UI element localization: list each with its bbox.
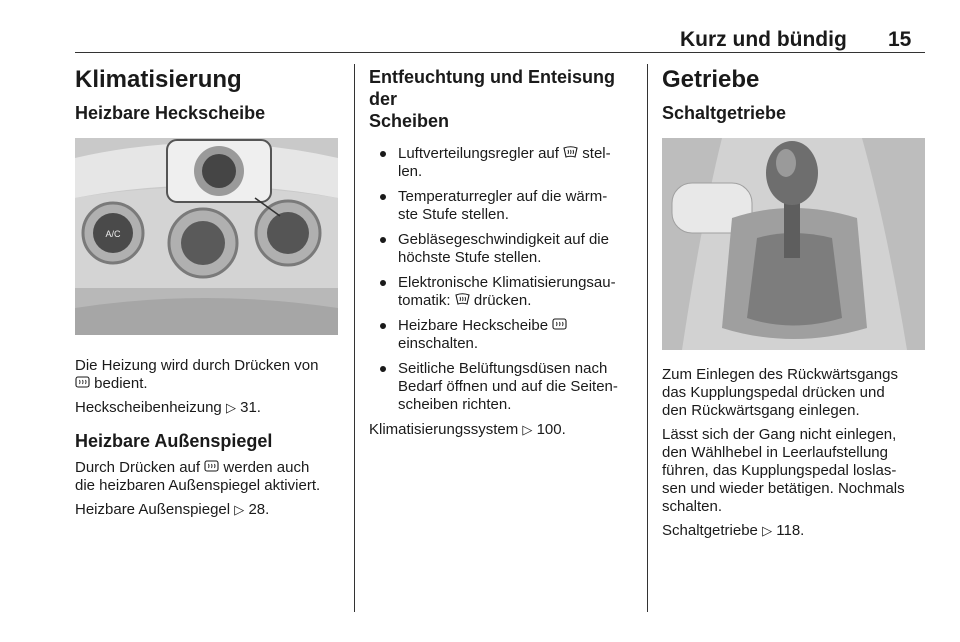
reference-rear-window-heating (75, 399, 347, 417)
list-item-text: höchste Stufe stellen. (398, 249, 542, 266)
reference-climate-system (369, 421, 637, 439)
paragraph-gear-text-4: sen und wieder betätigen. Nochmals (662, 480, 905, 497)
list-item-text: einschalten. (398, 335, 479, 352)
list-item-text: Luftverteilungsregler auf (398, 145, 559, 162)
paragraph-heated-mirrors-text-1: Durch Drücken auf (75, 459, 201, 476)
reference-rear-window-heating-page[interactable]: 31. (240, 399, 261, 416)
reference-arrow-icon: ▷ (522, 422, 533, 437)
subtitle-heated-mirrors: Heizbare Außenspiegel (75, 431, 273, 451)
reference-manual-transmission (662, 522, 925, 540)
paragraph-gear-text-1: Lässt sich der Gang nicht einlegen, (662, 426, 897, 443)
bullet-dot (380, 280, 386, 286)
reference-rear-window-heating-text: Heckscheibenheizung (75, 399, 222, 416)
reference-heated-mirrors (75, 501, 347, 519)
paragraph-heated-mirrors (75, 459, 347, 495)
rear-window-heater-icon (75, 376, 90, 390)
reference-arrow-icon: ▷ (762, 523, 773, 538)
paragraph-reverse-gear (662, 366, 925, 420)
reference-heated-mirrors-text: Heizbare Außenspiegel (75, 501, 231, 518)
list-item-text: Bedarf öffnen und auf die Seiten- (398, 378, 618, 395)
paragraph-gear-text-3: führen, das Kupplungspedal loslas- (662, 462, 897, 479)
windscreen-defrost-icon (563, 146, 578, 160)
list-item-text: Seitliche Belüftungsdüsen nach (398, 360, 608, 377)
reference-manual-transmission-text: Schaltgetriebe (662, 522, 758, 539)
windscreen-defrost-icon (455, 293, 470, 307)
column-defrost (369, 66, 637, 439)
reference-climate-system-page[interactable]: 100. (536, 421, 566, 438)
paragraph-reverse-gear-text-3: den Rückwärtsgang einlegen. (662, 402, 860, 419)
list-item-text: Temperaturregler auf die wärm- (398, 188, 608, 205)
section-title-defrost-line-2: Scheiben (369, 111, 450, 131)
subtitle-manual-transmission: Schaltgetriebe (662, 103, 787, 123)
list-item-text: Elektronische Klimatisierungsau- (398, 274, 616, 291)
list-item (369, 231, 637, 267)
list-item (369, 188, 637, 224)
column-transmission (662, 66, 925, 540)
section-title-transmission: Getriebe (662, 66, 760, 93)
paragraph-heating-text-1: Die Heizung wird durch Drücken von (75, 357, 319, 374)
bullet-dot (380, 194, 386, 200)
bullet-dot (380, 323, 386, 329)
section-title-defrost (369, 66, 637, 132)
paragraph-gear-text-2: den Wählhebel in Leerlaufstellung (662, 444, 888, 461)
climate-control-photo (75, 138, 338, 335)
list-item-text: scheiben richten. (398, 396, 512, 413)
list-item-text: Gebläsegeschwindigkeit auf die (398, 231, 609, 248)
reference-arrow-icon: ▷ (234, 502, 245, 517)
paragraph-reverse-gear-text-2: das Kupplungspedal drücken und (662, 384, 885, 401)
defrost-steps-list (369, 145, 637, 414)
section-title-defrost-line-1: Entfeuchtung und Enteisung der (369, 67, 615, 109)
list-item-text: len. (398, 163, 423, 180)
paragraph-gear-not-engaging (662, 426, 925, 516)
reference-manual-transmission-page[interactable]: 118. (776, 522, 805, 539)
header-rule (75, 52, 925, 53)
bullet-dot (380, 237, 386, 243)
gear-lever-photo (662, 138, 925, 350)
reference-arrow-icon: ▷ (225, 400, 236, 415)
column-divider-2 (647, 64, 648, 612)
list-item-text: Heizbare Heckscheibe (398, 317, 549, 334)
paragraph-heating (75, 357, 347, 393)
list-item-text: drücken. (473, 292, 532, 309)
rear-window-heater-icon (552, 318, 567, 332)
paragraph-heated-mirrors-text-2: werden auch (223, 459, 310, 476)
reference-climate-system-text: Klimatisierungssystem (369, 421, 519, 438)
column-divider-1 (354, 64, 355, 612)
running-header-title: Kurz und bündig (680, 28, 847, 51)
subtitle-heated-rear-window: Heizbare Heckscheibe (75, 103, 266, 123)
page-number: 15 (888, 28, 912, 51)
paragraph-reverse-gear-text-1: Zum Einlegen des Rückwärtsgangs (662, 366, 898, 383)
list-item-text: tomatik: (398, 292, 451, 309)
list-item-text: stel- (582, 145, 611, 162)
list-item (369, 360, 637, 414)
ac-button-label: A/C (105, 229, 121, 239)
paragraph-heated-mirrors-text-3: die heizbaren Außenspiegel aktiviert. (75, 477, 321, 494)
list-item (369, 317, 637, 353)
rear-window-heater-icon (204, 460, 219, 474)
bullet-dot (380, 151, 386, 157)
list-item (369, 145, 637, 181)
reference-heated-mirrors-page[interactable]: 28. (248, 501, 270, 518)
bullet-dot (380, 366, 386, 372)
section-title-climate: Klimatisierung (75, 66, 242, 93)
list-item (369, 274, 637, 310)
column-climate (75, 66, 347, 519)
paragraph-heating-text-2: bedient. (94, 375, 148, 392)
list-item-text: ste Stufe stellen. (398, 206, 509, 223)
paragraph-gear-text-5: schalten. (662, 498, 723, 515)
